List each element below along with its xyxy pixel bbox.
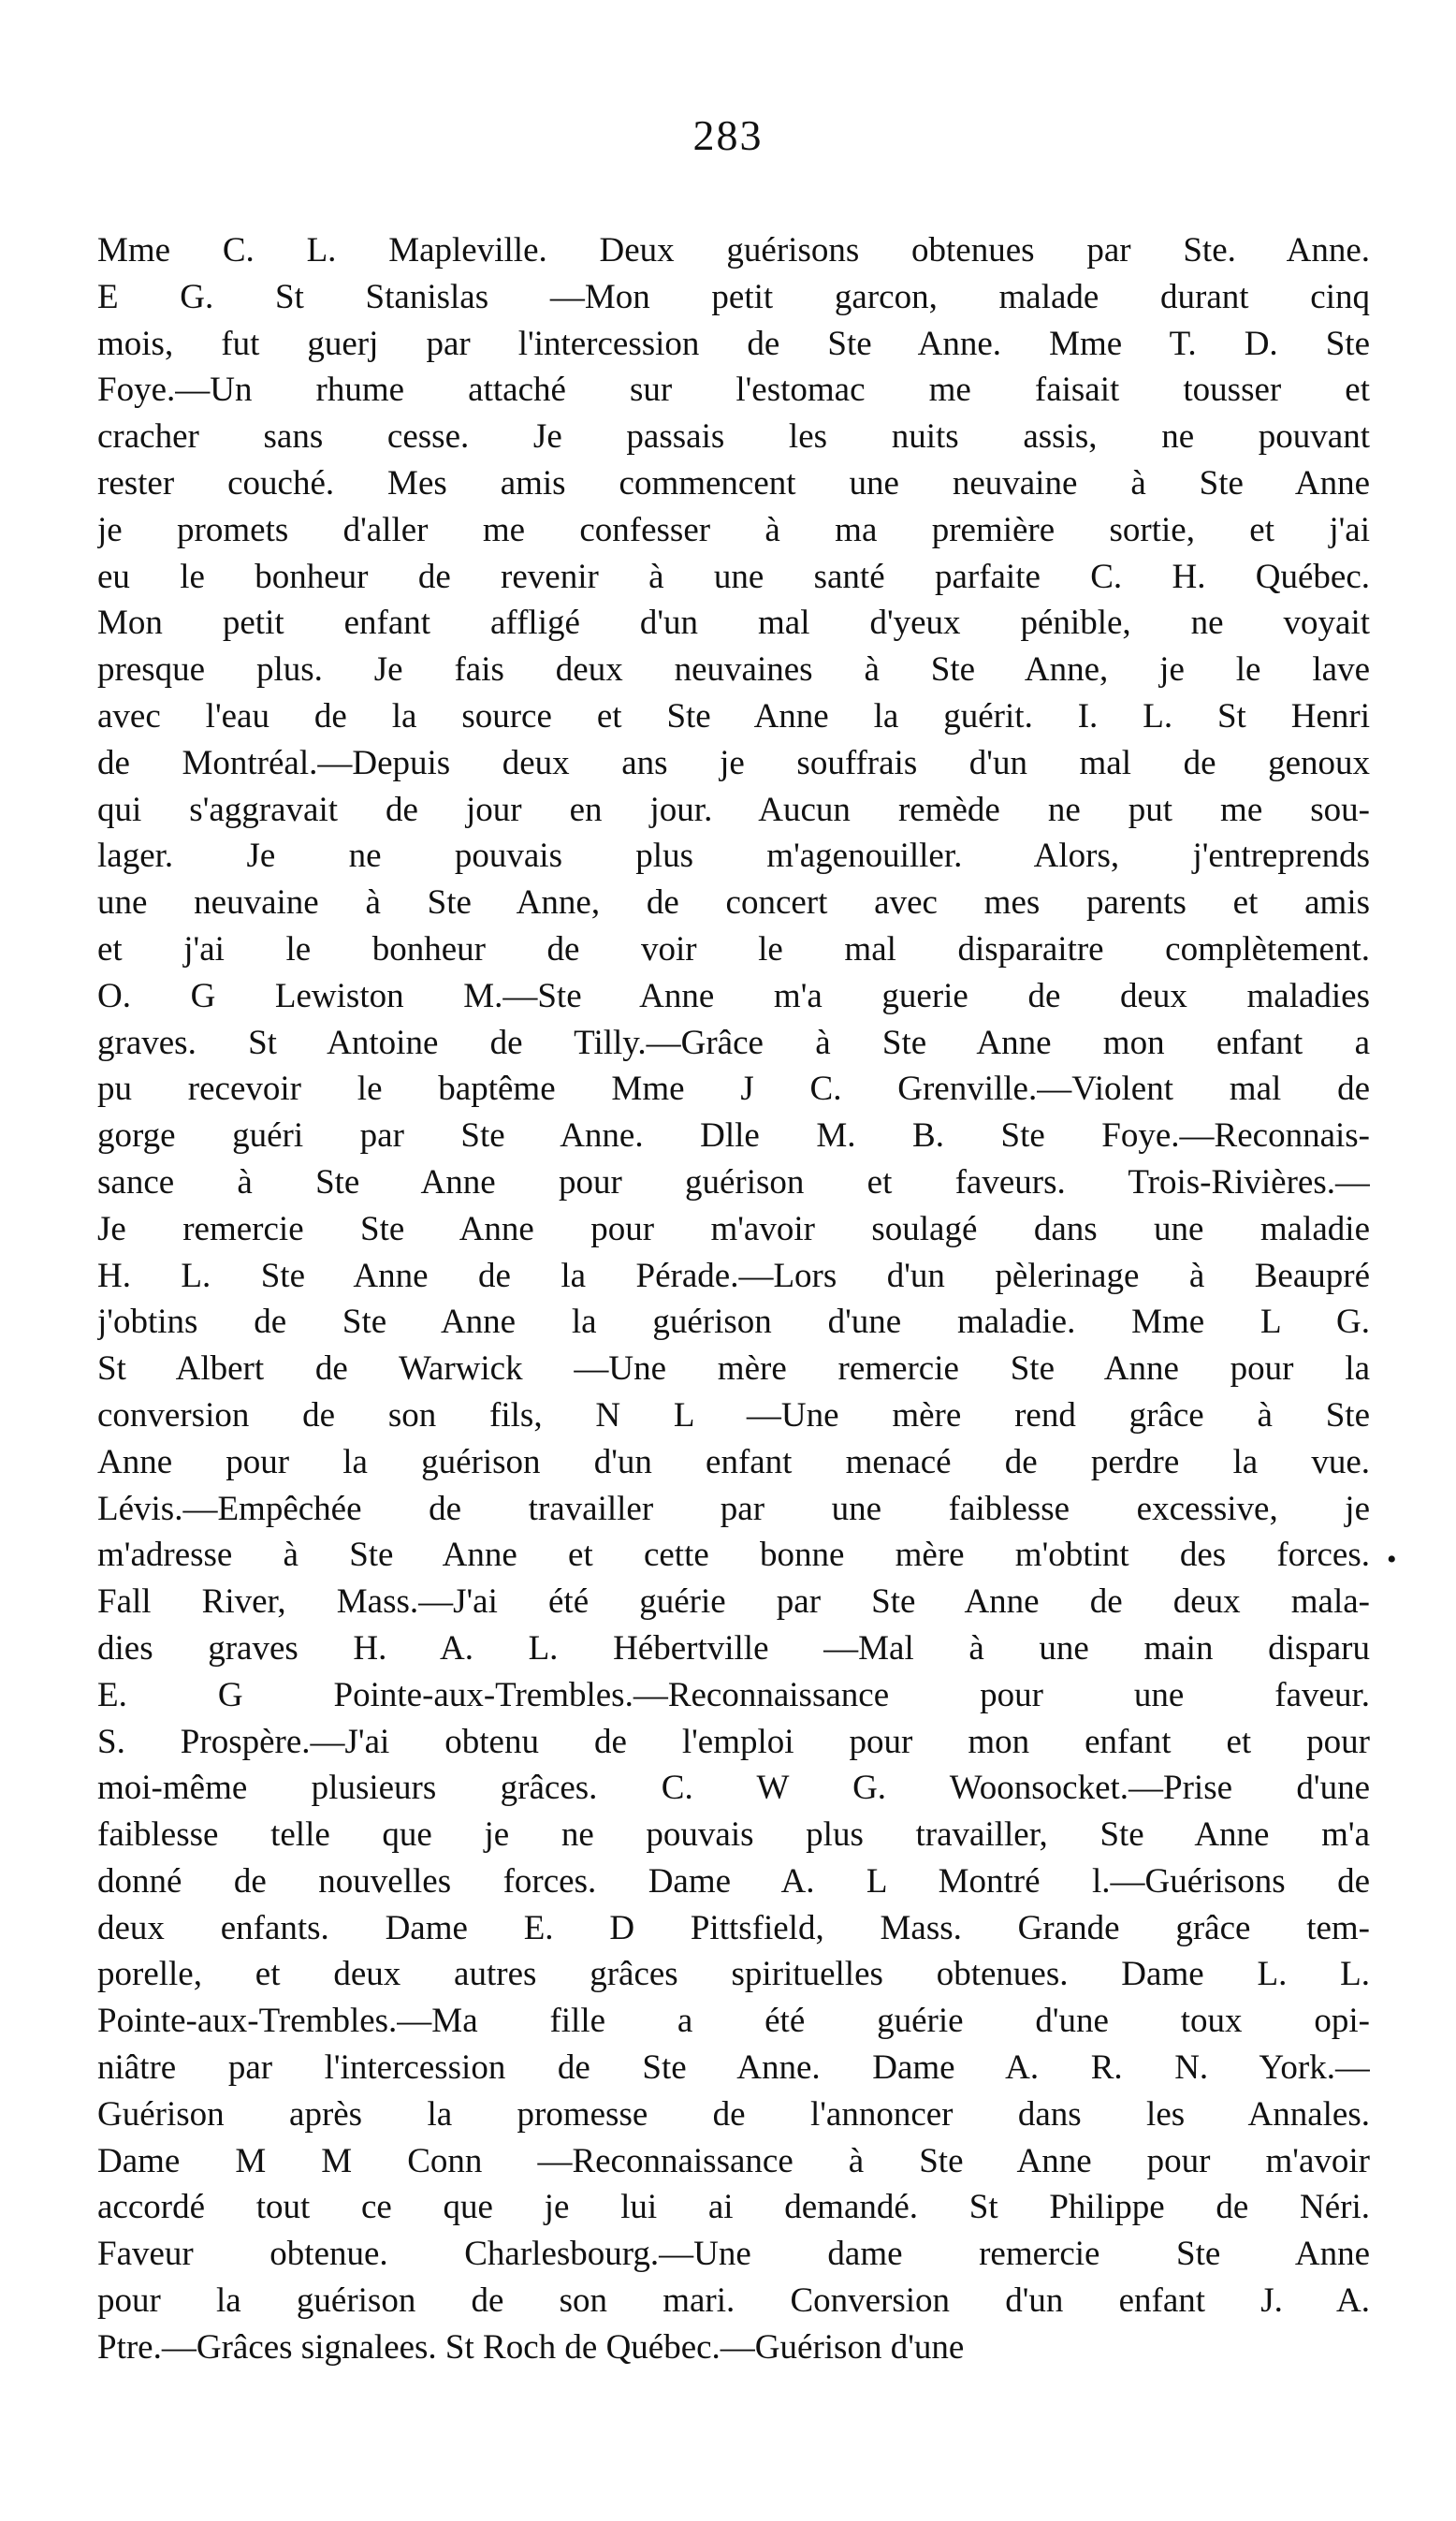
text-line: St Albert de Warwick —Une mère remercie Ste Anne pour la: [97, 1349, 1370, 1389]
text-line: H. L. Ste Anne de la Pérade.—Lors d'un pèlerinage à Beaupré: [97, 1256, 1370, 1295]
text-line: faiblesse telle que je ne pouvais plus travailler, Ste Anne m'a: [97, 1815, 1370, 1855]
text-line: Pointe-aux-Trembles.—Ma fille a été guérie d'une toux opi-: [97, 2002, 1370, 2041]
text-line: Dame M M Conn —Reconnaissance à Ste Anne pour m'avoir: [97, 2141, 1370, 2180]
text-line: graves. St Antoine de Tilly.—Grâce à Ste Anne mon enfant a: [97, 1023, 1370, 1062]
body-text: [97, 227, 1370, 2371]
text-line: mois, fut guerj par l'intercession de Ste Anne. Mme T. D. Ste: [97, 324, 1370, 363]
text-line: presque plus. Je fais deux neuvaines à Ste Anne, je le lave: [97, 650, 1370, 690]
text-line: j'obtins de Ste Anne la guérison d'une maladie. Mme L G.: [97, 1303, 1370, 1342]
text-line: une neuvaine à Ste Anne, de concert avec mes parents et amis: [97, 883, 1370, 923]
text-line: pu recevoir le baptême Mme J C. Grenville.—Violent mal de: [97, 1070, 1370, 1109]
text-line: pour la guérison de son mari. Conversion d'un enfant J. A.: [97, 2281, 1370, 2321]
text-line: qui s'aggravait de jour en jour. Aucun remède ne put me sou-: [97, 790, 1370, 829]
text-line: lager. Je ne pouvais plus m'agenouiller. Alors, j'entreprends: [97, 837, 1370, 876]
text-line: dies graves H. A. L. Hébertville —Mal à une main disparu: [97, 1628, 1370, 1668]
text-line: Mon petit enfant affligé d'un mal d'yeux pénible, ne voyait: [97, 604, 1370, 643]
text-line: Fall River, Mass.—J'ai été guérie par Ste Anne de deux mala-: [97, 1582, 1370, 1622]
text-line: Guérison après la promesse de l'annoncer dans les Annales.: [97, 2094, 1370, 2134]
text-line: cracher sans cesse. Je passais les nuits assis, ne pouvant: [97, 417, 1370, 457]
text-line: E. G Pointe-aux-Trembles.—Reconnaissance pour une faveur.: [97, 1675, 1370, 1714]
text-line: eu le bonheur de revenir à une santé parfaite C. H. Québec.: [97, 557, 1370, 596]
text-line: rester couché. Mes amis commencent une neuvaine à Ste Anne: [97, 463, 1370, 503]
text-line: accordé tout ce que je lui ai demandé. St Philippe de Néri.: [97, 2188, 1370, 2227]
text-line: Anne pour la guérison d'un enfant menacé de perdre la vue.: [97, 1442, 1370, 1481]
text-line: O. G Lewiston M.—Ste Anne m'a guerie de deux maladies: [97, 976, 1370, 1015]
text-line: deux enfants. Dame E. D Pittsfield, Mass. Grande grâce tem-: [97, 1908, 1370, 1947]
text-line: avec l'eau de la source et Ste Anne la guérit. I. L. St Henri: [97, 696, 1370, 736]
text-line: porelle, et deux autres grâces spirituelles obtenues. Dame L. L.: [97, 1955, 1370, 1994]
text-line: et j'ai le bonheur de voir le mal disparaitre complètement.: [97, 929, 1370, 969]
text-line: Je remercie Ste Anne pour m'avoir soulagé dans une maladie: [97, 1209, 1370, 1248]
text-line: Ptre.—Grâces signalees. St Roch de Québec.—Guérison d'une: [97, 2327, 965, 2367]
text-line: S. Prospère.—J'ai obtenu de l'emploi pour mon enfant et pour: [97, 1722, 1370, 1761]
text-line: conversion de son fils, N L —Une mère rend grâce à Ste: [97, 1395, 1370, 1435]
text-line: je promets d'aller me confesser à ma première sortie, et j'ai: [97, 510, 1370, 549]
text-line: gorge guéri par Ste Anne. Dlle M. B. Ste Foye.—Reconnais-: [97, 1116, 1370, 1156]
text-line: Foye.—Un rhume attaché sur l'estomac me faisait tousser et: [97, 371, 1370, 410]
text-line: donné de nouvelles forces. Dame A. L Montré l.—Guérisons de: [97, 1861, 1370, 1901]
text-line: niâtre par l'intercession de Ste Anne. Dame A. R. N. York.—: [97, 2048, 1370, 2088]
text-line: moi-même plusieurs grâces. C. W G. Woonsocket.—Prise d'une: [97, 1769, 1370, 1808]
page-number: 283: [692, 111, 764, 159]
text-line: E G. St Stanislas —Mon petit garcon, malade durant cinq: [97, 277, 1370, 316]
text-line: m'adresse à Ste Anne et cette bonne mère m'obtint des forces.: [97, 1536, 1370, 1575]
margin-mark: •: [1387, 1544, 1397, 1575]
text-line: Faveur obtenue. Charlesbourg.—Une dame remercie Ste Anne: [97, 2235, 1370, 2274]
text-line: Lévis.—Empêchée de travailler par une faiblesse excessive, je: [97, 1489, 1370, 1528]
text-line: Mme C. L. Mapleville. Deux guérisons obtenues par Ste. Anne.: [97, 231, 1370, 270]
text-line: de Montréal.—Depuis deux ans je souffrais d'un mal de genoux: [97, 743, 1370, 782]
text-line: sance à Ste Anne pour guérison et faveurs. Trois-Rivières.—: [97, 1162, 1370, 1202]
